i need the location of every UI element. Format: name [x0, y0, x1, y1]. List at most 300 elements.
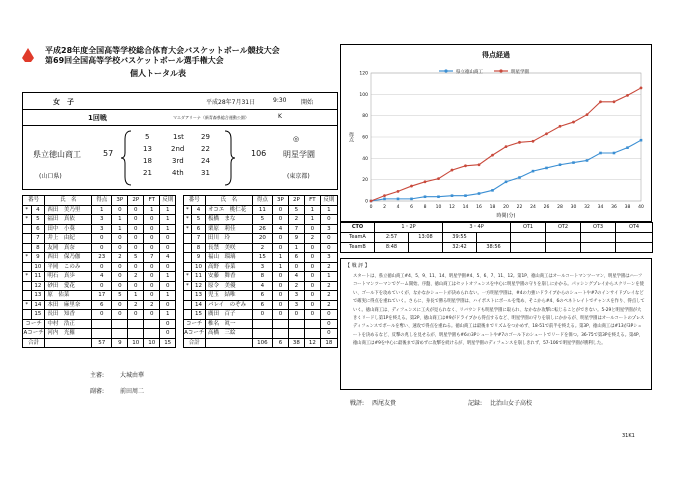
team-a-player-name: 友岡 真奈 — [45, 243, 92, 253]
championship-title: 第69回全国高等学校バスケットボール選手権大会 — [45, 56, 224, 65]
data-point — [424, 195, 427, 198]
team-a-starter-mark — [23, 243, 32, 253]
x-tick-label: 6 — [410, 205, 413, 210]
q2-score-a: 13 — [143, 145, 152, 153]
cto-cell: TeamA — [341, 233, 375, 243]
team-b-player-name: 高野 春菜 — [205, 262, 252, 272]
team-b-ft: 12 — [304, 338, 320, 348]
team-a-ft: 0 — [144, 215, 160, 225]
data-point — [383, 194, 386, 197]
page-title: 個人トータル表 — [130, 69, 186, 78]
data-point — [451, 169, 454, 172]
team-a-fouls: 1 — [160, 272, 176, 282]
x-axis-label: 時間(分) — [496, 213, 516, 219]
federation-logo-icon — [22, 47, 34, 61]
col-ft-b: FT — [304, 196, 320, 206]
team-b-prefecture: (東京都) — [287, 173, 310, 180]
x-tick-label: 10 — [435, 205, 442, 210]
team-a-points: 0 — [92, 234, 112, 244]
team-a-points — [92, 329, 112, 339]
team-b-p3: 0 — [272, 281, 288, 291]
team-b-starter-mark — [183, 253, 192, 263]
team-b-fouls: 3 — [320, 253, 337, 263]
data-point — [491, 189, 494, 192]
team-a-points: 1 — [92, 205, 112, 215]
court-label: K — [278, 113, 282, 120]
data-point — [491, 154, 494, 157]
x-tick-label: 12 — [449, 205, 455, 210]
team-a-p3: 1 — [112, 224, 128, 234]
team-b-p3 — [272, 329, 288, 339]
cto-cell — [546, 243, 581, 253]
y-axis-label: 得点 — [348, 132, 354, 142]
table-gap — [176, 215, 183, 225]
team-a-fouls: 0 — [160, 262, 176, 272]
team-a-p2: 10 — [128, 338, 144, 348]
team-b-starter-mark — [183, 243, 192, 253]
table-row — [23, 281, 338, 291]
data-point — [424, 180, 427, 183]
team-b-points: 106 — [252, 338, 272, 348]
team-b-player-name: パレイ のぞみ — [205, 300, 252, 310]
team-b-points: 11 — [252, 205, 272, 215]
team-b-p2: 4 — [288, 272, 304, 282]
team-a-fouls: 0 — [160, 329, 176, 339]
x-tick-label: 40 — [638, 205, 644, 210]
team-a-p3 — [112, 329, 128, 339]
team-a-fouls: 0 — [160, 234, 176, 244]
venue-label: マエダアリーナ（新青森県総合運動公園） — [173, 115, 249, 120]
x-tick-label: 26 — [543, 205, 550, 210]
team-a-player-number: 14 — [31, 300, 45, 310]
table-gap — [176, 272, 183, 282]
team-a-player-number: 12 — [31, 281, 45, 291]
team-a-p2: 2 — [128, 272, 144, 282]
team-b-p2: 0 — [288, 310, 304, 320]
team-b-starter-mark: * — [183, 224, 192, 234]
data-point — [545, 132, 548, 135]
team-a-p3: 5 — [112, 291, 128, 301]
scorer-label: 戦評: — [350, 400, 365, 407]
team-a-starter-mark — [23, 224, 32, 234]
team-b-points: 15 — [252, 253, 272, 263]
team-b-starter-mark — [183, 291, 192, 301]
team-a-total: 57 — [103, 149, 114, 158]
data-point — [586, 159, 589, 162]
col-points-a: 得点 — [92, 196, 112, 206]
team-b-p2: 3 — [288, 291, 304, 301]
data-point — [559, 125, 562, 128]
team-a-player-name: 西田 美乃里 — [45, 205, 92, 215]
team-a-player-name: 河内 光羅 — [45, 329, 92, 339]
team-b-p2: 9 — [288, 234, 304, 244]
table-gap — [176, 243, 183, 253]
cto-cell: 2:57 — [375, 233, 409, 243]
chart-title: 得点経過 — [482, 51, 510, 59]
data-point — [518, 176, 521, 179]
team-b-p3: 0 — [272, 310, 288, 320]
data-point — [572, 161, 575, 164]
q1-score-a: 5 — [145, 133, 150, 141]
team-a-starter-mark: * — [23, 300, 32, 310]
team-b-fouls: 0 — [320, 215, 337, 225]
team-a-player-name — [45, 338, 92, 348]
team-b-fouls: 2 — [320, 300, 337, 310]
team-a-points: 0 — [92, 310, 112, 320]
legend-marker — [499, 69, 502, 72]
team-b-fouls: 0 — [320, 234, 337, 244]
q3-score-b: 24 — [201, 157, 210, 165]
scorer-name: 西尾友貴 — [372, 400, 397, 407]
team-a-player-name: 本田 麻里奈 — [45, 300, 92, 310]
q3-label: 3rd — [172, 157, 184, 165]
team-a-ft: 0 — [144, 310, 160, 320]
data-point — [505, 145, 508, 148]
x-tick-label: 4 — [396, 205, 400, 210]
team-a-p3: 0 — [112, 205, 128, 215]
team-a-player-number: 10 — [31, 262, 45, 272]
start-label: 開始 — [301, 99, 314, 106]
data-point — [437, 195, 440, 198]
team-a-starter-mark: * — [23, 205, 32, 215]
team-b-player-name: 児玉 結唯 — [205, 291, 252, 301]
team-b-p3: 4 — [272, 224, 288, 234]
team-b-player-name: 原令 美優 — [205, 281, 252, 291]
team-b-fouls: 2 — [320, 281, 337, 291]
team-b-ft: 0 — [304, 253, 320, 263]
team-a-points: 0 — [92, 262, 112, 272]
team-a-p2: 0 — [128, 215, 144, 225]
team-a-points: 23 — [92, 253, 112, 263]
team-b-ft: 0 — [304, 272, 320, 282]
team-b-player-number: 8 — [192, 243, 206, 253]
table-gap — [176, 291, 183, 301]
team-b-fouls: 0 — [320, 310, 337, 320]
division-label: 女 子 — [53, 98, 74, 106]
data-point — [410, 185, 413, 188]
team-b-points — [252, 329, 272, 339]
team-a-starter-mark — [23, 310, 32, 320]
table-row — [23, 234, 338, 244]
legend-label: 県立徳山商工 — [456, 69, 483, 75]
team-b-p3: 0 — [272, 205, 288, 215]
summary-label: 【 戦 評 】 — [345, 263, 370, 269]
table-row — [23, 205, 338, 215]
team-b-ft: 1 — [304, 215, 320, 225]
team-a-p3 — [112, 319, 128, 329]
team-b-p2: 0 — [288, 262, 304, 272]
table-row — [23, 253, 338, 263]
team-a-fouls: 1 — [160, 224, 176, 234]
team-a-p2: 0 — [128, 234, 144, 244]
legend-marker — [444, 69, 447, 72]
team-a-player-number: 7 — [31, 234, 45, 244]
team-b-player-number: 5 — [192, 215, 206, 225]
x-tick-label: 30 — [570, 205, 577, 210]
table-row — [23, 319, 338, 329]
table-row — [23, 338, 338, 348]
team-a-p3: 0 — [112, 262, 128, 272]
team-b-p2: 3 — [288, 300, 304, 310]
y-tick-label: 60 — [362, 135, 368, 141]
team-a-points: 3 — [92, 224, 112, 234]
team-a-starter-mark — [23, 234, 32, 244]
team-b-points: 4 — [252, 281, 272, 291]
data-point — [640, 87, 643, 90]
table-gap — [176, 281, 183, 291]
data-point — [545, 167, 548, 170]
team-b-ft: 0 — [304, 291, 320, 301]
team-b-player-name: 安藤 舞香 — [205, 272, 252, 282]
team-a-player-number: 11 — [31, 272, 45, 282]
team-a-points: 6 — [92, 300, 112, 310]
x-tick-label: 32 — [584, 205, 590, 210]
cto-col-ot3: OT3 — [581, 223, 616, 233]
team-b-player-number: 4 — [192, 205, 206, 215]
team-b-ft: 0 — [304, 224, 320, 234]
team-b-fouls: 0 — [320, 243, 337, 253]
team-b-player-name: 福山 瑠璃 — [205, 253, 252, 263]
y-tick-label: 100 — [359, 92, 368, 98]
data-point — [478, 163, 481, 166]
team-b-points: 6 — [252, 291, 272, 301]
team-b-p3: 1 — [272, 253, 288, 263]
table-gap — [176, 338, 183, 348]
team-a-player-name: 明石 真歩 — [45, 272, 92, 282]
q1-label: 1st — [173, 133, 184, 141]
game-date: 平成28年7月31日 — [206, 99, 256, 106]
q4-label: 4th — [172, 169, 184, 177]
team-b-points: 8 — [252, 272, 272, 282]
team-b-player-name: 板橋 まな — [205, 215, 252, 225]
team-b-p2: 38 — [288, 338, 304, 348]
team-a-fouls: 0 — [160, 300, 176, 310]
cto-cell — [477, 233, 511, 243]
team-b-player-name: 栗原 莉佳 — [205, 224, 252, 234]
team-a-points: 0 — [92, 281, 112, 291]
team-a-ft: 0 — [144, 234, 160, 244]
team-b-p2: 1 — [288, 243, 304, 253]
data-point — [532, 140, 535, 143]
q1-score-b: 29 — [201, 133, 210, 141]
team-b-p3: 6 — [272, 338, 288, 348]
team-a-points — [92, 319, 112, 329]
team-b-player-name: オコエ 桃仁花 — [205, 205, 252, 215]
cto-cell: 8:48 — [375, 243, 409, 253]
team-b-player-name: 椎名 眞一 — [205, 319, 252, 329]
team-a-ft: 0 — [144, 272, 160, 282]
data-point — [626, 146, 629, 149]
table-gap — [176, 319, 183, 329]
team-b-p3: 0 — [272, 243, 288, 253]
team-a-ft: 0 — [144, 224, 160, 234]
col-number-b: 番号 — [183, 196, 205, 206]
table-row — [23, 291, 338, 301]
team-a-p2 — [128, 329, 144, 339]
table-row — [23, 329, 338, 339]
table-gap — [176, 310, 183, 320]
team-b-starter-mark — [183, 300, 192, 310]
team-b-ft: 0 — [304, 262, 320, 272]
team-a-fouls: 1 — [160, 310, 176, 320]
team-a-ft: 2 — [144, 300, 160, 310]
team-b-player-number: 14 — [192, 300, 206, 310]
team-b-player-number: 15 — [192, 310, 206, 320]
x-tick-label: 24 — [530, 205, 536, 210]
team-b-starter-mark — [183, 310, 192, 320]
team-b-starter-mark: * — [183, 272, 192, 282]
data-point — [599, 152, 602, 155]
y-tick-label: 20 — [362, 178, 368, 184]
team-b-total: 106 — [251, 149, 267, 158]
q4-score-b: 31 — [201, 169, 210, 177]
cto-cell — [581, 243, 616, 253]
team-b-p3: 1 — [272, 262, 288, 272]
game-time: 9:30 — [273, 97, 287, 104]
team-a-ft: 1 — [144, 205, 160, 215]
team-a-starter-mark: * — [23, 253, 32, 263]
team-a-player-number: 合計 — [23, 338, 45, 348]
team-b-p2 — [288, 319, 304, 329]
cto-cell: 13:08 — [409, 233, 443, 243]
team-b-p2: 7 — [288, 224, 304, 234]
team-b-fouls: 18 — [320, 338, 337, 348]
team-a-prefecture: (山口県) — [39, 173, 62, 180]
cto-col-ot1: OT1 — [511, 223, 546, 233]
team-a-p2: 0 — [128, 262, 144, 272]
col-2p-b: 2P — [288, 196, 304, 206]
data-point — [613, 152, 616, 155]
team-a-p3: 1 — [112, 215, 128, 225]
team-a-player-name: 平岡 このみ — [45, 262, 92, 272]
team-a-p2 — [128, 319, 144, 329]
q4-score-a: 21 — [143, 169, 152, 177]
tournament-title: 平成28年度全国高等学校総合体育大会バスケットボール競技大会 — [45, 46, 280, 55]
col-name-b: 氏 名 — [205, 196, 252, 206]
team-b-player-name — [205, 338, 252, 348]
team-b-p3: 0 — [272, 300, 288, 310]
team-b-starter-mark: * — [183, 205, 192, 215]
y-tick-label: 120 — [359, 71, 368, 77]
cto-col-ot2: OT2 — [546, 223, 581, 233]
team-b-player-number: コーチ — [183, 319, 205, 329]
team-b-p2: 2 — [288, 215, 304, 225]
team-a-ft: 7 — [144, 253, 160, 263]
team-a-player-number: コーチ — [23, 319, 45, 329]
team-b-p3 — [272, 319, 288, 329]
team-b-points — [252, 319, 272, 329]
team-a-player-name: 西田 保乃伽 — [45, 253, 92, 263]
team-b-player-number: 7 — [192, 234, 206, 244]
team-a-p2: 0 — [128, 224, 144, 234]
team-b-starter-mark — [183, 234, 192, 244]
cto-cell: TeamB — [341, 243, 375, 253]
col-3p-b: 3P — [272, 196, 288, 206]
table-gap — [176, 234, 183, 244]
col-3p-a: 3P — [112, 196, 128, 206]
team-b-ft — [304, 329, 320, 339]
team-b-points: 6 — [252, 300, 272, 310]
cto-cell — [511, 233, 546, 243]
team-a-p3: 0 — [112, 300, 128, 310]
team-b-points: 0 — [252, 310, 272, 320]
team-a-fouls: 4 — [160, 253, 176, 263]
col-2p-a: 2P — [128, 196, 144, 206]
x-tick-label: 34 — [597, 205, 604, 210]
team-b-p3: 0 — [272, 234, 288, 244]
data-point — [410, 198, 413, 201]
team-b-ft: 0 — [304, 310, 320, 320]
team-b-player-number: 6 — [192, 224, 206, 234]
team-a-starter-mark: * — [23, 272, 32, 282]
team-b-player-number: 10 — [192, 262, 206, 272]
team-a-p2: 0 — [128, 281, 144, 291]
cto-cell — [511, 243, 546, 253]
cto-title: CTO — [341, 223, 375, 233]
table-gap — [176, 300, 183, 310]
team-b-player-number: 11 — [192, 272, 206, 282]
team-a-points: 0 — [92, 243, 112, 253]
team-a-ft: 0 — [144, 243, 160, 253]
q2-score-b: 22 — [201, 145, 210, 153]
team-b-player-name: 廣田 百子 — [205, 310, 252, 320]
team-b-ft: 0 — [304, 281, 320, 291]
series-line-2 — [371, 88, 641, 201]
game-summary-box — [340, 258, 652, 390]
table-row — [23, 215, 338, 225]
team-a-ft: 0 — [144, 281, 160, 291]
x-tick-label: 0 — [369, 205, 373, 210]
team-a-fouls: 15 — [160, 338, 176, 348]
x-tick-label: 16 — [476, 205, 482, 210]
summary-text: スタートは、県立徳山商工#4、5、9、11、14、明星学園#4、5、6、7、11、12。第1P、徳山商工はオールコートマンツーマン、明星学園はハーフコートマンツーマンでゲーム開始。序盤、徳山商工はセットオフェンスを中心に明星学園の守りを崩しにかかる。パッシングプレイからスクリーンを使い、ゴール下を攻めていくが、なかなかシュートが決められない。一方明星学園は、#4の力強いドライブからのシュートや#7のインサイドプレイなどで確実に得点を重ねていく。さらに、身長で勝る明星学園は、ハイポストにボールを集め、そこから#4、6のペネトレイトでチャンスを作り、得点していく。徳山商工は、ディフェンスに工夫が見られなく、リバウンドも明星学園に取られ、なかなか攻撃に転じることができない。5-29と明星学園が大きくリードし第1Pを終える。第2P、徳山商工は#9がドライブから得点するなど、明星学園の守りを崩しにかかるが、明星学園はオールコートのプレスディフェンスでボールを奪い、速攻で得点を重ねる。徳山商工は最後までリズムをつかめず、18-51で前半を終える。第3P、徳山商工は#13が3Pシュートを決めるなど、反撃の兆しを見せるが、明星学園も#6の3Pシュートや#7のゴール下のシュートでリードを保つ。36-75で第3Pを終える。第4P、徳山商工は#9を中心に最後まで諦めずに攻撃を続けるが、明星学園のディフェンスを崩しきれず、57-106で明星学園が勝利した。 — [353, 274, 645, 347]
data-point — [559, 163, 562, 166]
data-point — [518, 141, 521, 144]
data-point — [586, 113, 589, 116]
team-b-player-name: 長禁 美咲 — [205, 243, 252, 253]
cto-row-team-b — [341, 243, 653, 253]
team-b-ft: 2 — [304, 234, 320, 244]
team-b-p2: 2 — [288, 281, 304, 291]
winner-mark: ◎ — [293, 135, 300, 143]
team-b-fouls: 0 — [320, 329, 337, 339]
team-b-ft: 0 — [304, 243, 320, 253]
table-gap — [176, 196, 183, 206]
team-b-player-number: 12 — [192, 281, 206, 291]
team-b-name: 明星学園 — [283, 150, 315, 159]
team-b-p2: 5 — [288, 205, 304, 215]
cto-row-team-a — [341, 233, 653, 243]
team-b-fouls: 1 — [320, 272, 337, 282]
y-tick-label: 80 — [362, 114, 368, 120]
page-code: 31K1 — [622, 433, 635, 439]
team-b-player-number: 9 — [192, 253, 206, 263]
data-point — [464, 194, 467, 197]
data-point — [505, 181, 508, 184]
team-a-points: 4 — [92, 272, 112, 282]
table-gap — [176, 205, 183, 215]
table-row — [23, 272, 338, 282]
x-tick-label: 22 — [516, 205, 523, 210]
team-a-p3: 0 — [112, 243, 128, 253]
team-a-fouls: 0 — [160, 281, 176, 291]
team-b-points: 20 — [252, 234, 272, 244]
x-tick-label: 36 — [611, 205, 617, 210]
referee-name: 大城由華 — [120, 372, 145, 379]
team-a-name: 県立徳山商工 — [33, 150, 81, 159]
team-b-fouls: 2 — [320, 291, 337, 301]
team-a-fouls: 0 — [160, 243, 176, 253]
